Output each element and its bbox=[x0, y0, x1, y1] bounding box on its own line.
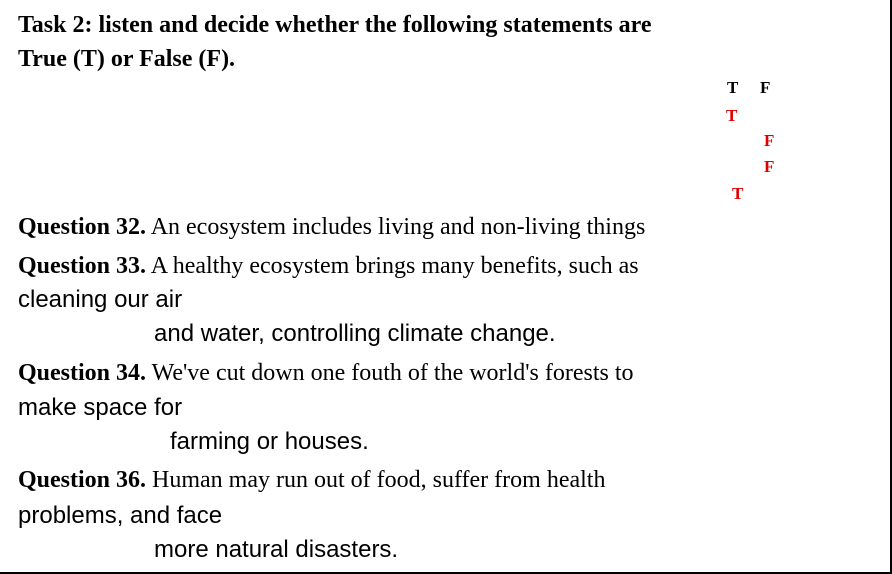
question-36 bbox=[18, 464, 605, 496]
task-title bbox=[18, 8, 868, 76]
question-33-line-2: cleaning our air bbox=[18, 286, 183, 313]
question-33-text: A healthy ecosystem brings many benefits, such as bbox=[146, 253, 639, 279]
question-36-line-2: problems, and face bbox=[18, 502, 223, 529]
question-34-text: We've cut down one fouth of the world's forests to bbox=[146, 360, 634, 386]
question-34-line-2: make space for bbox=[18, 394, 183, 421]
question-36-line-3: more natural disasters. bbox=[154, 536, 399, 563]
question-32-label: Question 32. bbox=[18, 214, 147, 240]
answer-question-33: F bbox=[764, 131, 775, 150]
question-34 bbox=[18, 357, 634, 389]
task-title-line-1: Task 2: listen and decide whether the following statements are bbox=[18, 12, 652, 38]
answer-question-36: T bbox=[732, 184, 744, 203]
answer-question-32: T bbox=[726, 106, 738, 125]
question-33 bbox=[18, 250, 639, 282]
question-33-line-3: and water, controlling climate change. bbox=[154, 320, 556, 347]
question-32-text: An ecosystem includes living and non-living things bbox=[146, 214, 646, 240]
question-34-line-3: farming or houses. bbox=[170, 428, 369, 455]
task-title-line-2: True (T) or False (F). bbox=[18, 46, 236, 72]
question-32 bbox=[18, 211, 645, 243]
question-36-text: Human may run out of food, suffer from health bbox=[146, 467, 606, 493]
question-33-label: Question 33. bbox=[18, 253, 147, 279]
answer-question-34: F bbox=[764, 157, 775, 176]
header-false: F bbox=[760, 78, 771, 97]
question-36-label: Question 36. bbox=[18, 467, 147, 493]
question-34-label: Question 34. bbox=[18, 360, 147, 386]
header-true: T bbox=[727, 78, 739, 97]
